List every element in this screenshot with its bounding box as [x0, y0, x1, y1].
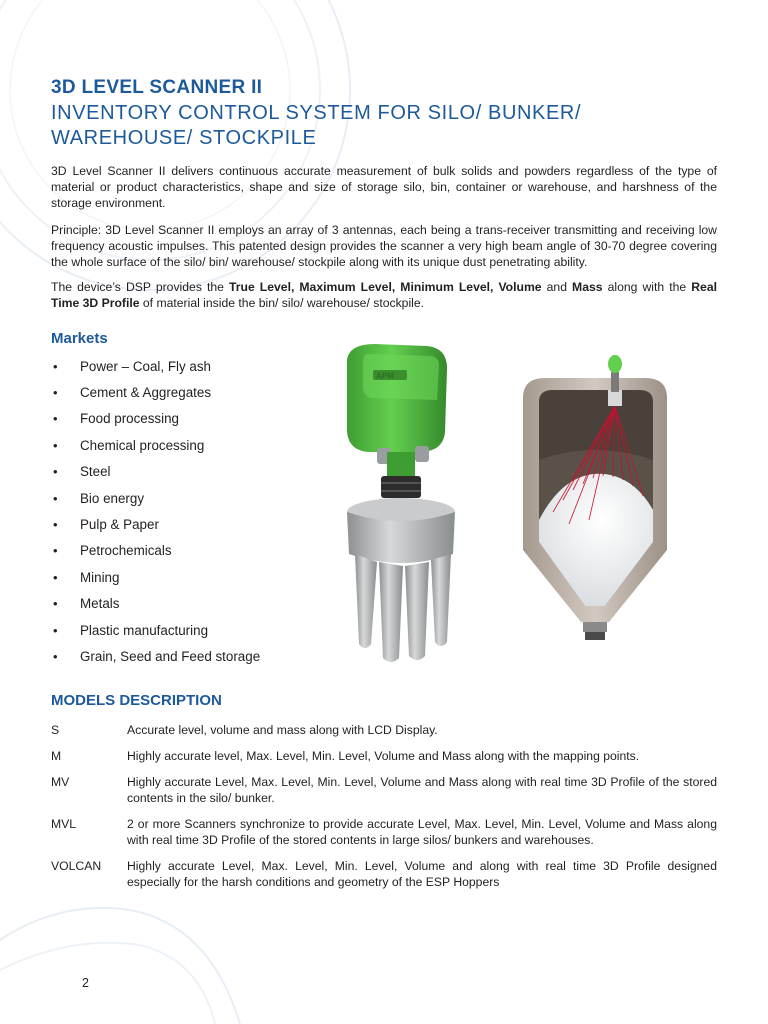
intro-paragraph: 3D Level Scanner II delivers continuous accurate measurement of bulk solids and powders regardless of the type of material or product characteristics, shape and size of storage silo, bin, container or warehouse, and harshness of the storage environment. — [51, 164, 717, 210]
market-label: Cement & Aggregates — [80, 385, 212, 401]
bullet: • — [53, 437, 58, 453]
models-table — [51, 722, 717, 900]
market-label: Power – Coal, Fly ash — [80, 358, 211, 374]
scanner-brand-label: APM — [376, 371, 394, 381]
model-description: Highly accurate Level, Max. Level, Min. Level, Volume and along with real time 3D Profile designed especially for the harsh conditions and geometry of the ESP Hoppers — [127, 859, 717, 889]
list-item — [51, 459, 260, 485]
scanner-device-image — [335, 340, 465, 670]
market-label: Chemical processing — [80, 437, 205, 453]
list-item — [51, 564, 260, 590]
bullet: • — [53, 464, 58, 480]
list-item — [51, 406, 260, 432]
list-item — [51, 511, 260, 537]
list-item — [51, 353, 260, 379]
bullet: • — [53, 517, 58, 533]
market-label: Grain, Seed and Feed storage — [80, 648, 261, 664]
model-description: Highly accurate Level, Max. Level, Min. Level, Volume and Mass along with real time 3D Profile of the stored contents in the silo/ bunker. — [127, 775, 717, 805]
principle-paragraph: Principle: 3D Level Scanner II employs an array of 3 antennas, each being a trans-receiver transmitting and receiving low frequency acoustic impulses. This patented design provides the scanner a very high beam angle of 30-70 degree covering the whole surface of the silo/ bin/ warehouse/ stockpile along with its unique dust penetrating ability. — [51, 223, 717, 269]
dsp-text-1: The device’s DSP provides the — [51, 280, 229, 294]
list-item — [51, 379, 260, 405]
list-item — [51, 432, 260, 458]
models-heading: MODELS DESCRIPTION — [51, 692, 222, 709]
model-row — [51, 774, 717, 806]
market-label: Plastic manufacturing — [80, 622, 209, 638]
dsp-text-4: of material inside the bin/ silo/ warehouse/ stockpile. — [139, 296, 425, 310]
list-item — [51, 617, 260, 643]
list-item — [51, 591, 260, 617]
markets-list — [51, 353, 260, 670]
market-label: Bio energy — [80, 490, 145, 506]
dsp-bold-levels: True Level, Maximum Level, Minimum Level, Volume — [228, 280, 542, 294]
dsp-text-3: along with the — [602, 280, 692, 294]
market-label: Steel — [80, 464, 111, 480]
bullet: • — [53, 411, 58, 427]
bullet: • — [53, 569, 58, 585]
model-code: MV — [51, 775, 70, 789]
market-label: Mining — [80, 569, 120, 585]
dsp-bold-mass: Mass — [572, 280, 603, 294]
dsp-paragraph — [51, 279, 717, 311]
page-number: 2 — [82, 976, 89, 990]
list-item — [51, 538, 260, 564]
market-label: Food processing — [80, 411, 179, 427]
model-row — [51, 748, 717, 764]
silo-cutaway-image — [505, 350, 685, 650]
model-code: VOLCAN — [51, 859, 102, 873]
bullet: • — [53, 543, 58, 559]
model-row — [51, 722, 717, 738]
list-item — [51, 643, 260, 669]
bullet: • — [53, 385, 58, 401]
market-label: Metals — [80, 596, 120, 612]
bullet: • — [53, 358, 58, 374]
market-label: Petrochemicals — [80, 543, 172, 559]
model-description: Accurate level, volume and mass along with LCD Display. — [127, 723, 438, 737]
market-label: Pulp & Paper — [80, 517, 159, 533]
bullet: • — [53, 596, 58, 612]
model-description: Highly accurate level, Max. Level, Min. Level, Volume and Mass along with the mapping points. — [127, 749, 640, 763]
page-title: 3D LEVEL SCANNER II — [51, 77, 263, 98]
bullet: • — [53, 648, 58, 664]
bullet: • — [53, 622, 58, 638]
list-item — [51, 485, 260, 511]
dsp-text-2: and — [541, 280, 573, 294]
bullet: • — [53, 490, 58, 506]
model-code: M — [51, 749, 62, 763]
markets-heading: Markets — [51, 330, 108, 347]
model-row — [51, 858, 717, 890]
model-code: S — [51, 723, 60, 737]
dsp-bold-profile: Real Time 3D Profile — [51, 280, 717, 310]
page-subtitle: INVENTORY CONTROL SYSTEM FOR SILO/ BUNKER/ WAREHOUSE/ STOCKPILE — [51, 102, 582, 149]
model-row — [51, 816, 717, 848]
model-description: 2 or more Scanners synchronize to provide accurate Level, Max. Level, Min. Level, Volume and Mass along with real time 3D Profile of the stored contents in large silos/ bunkers and warehouses. — [127, 817, 717, 847]
model-code: MVL — [51, 817, 77, 831]
